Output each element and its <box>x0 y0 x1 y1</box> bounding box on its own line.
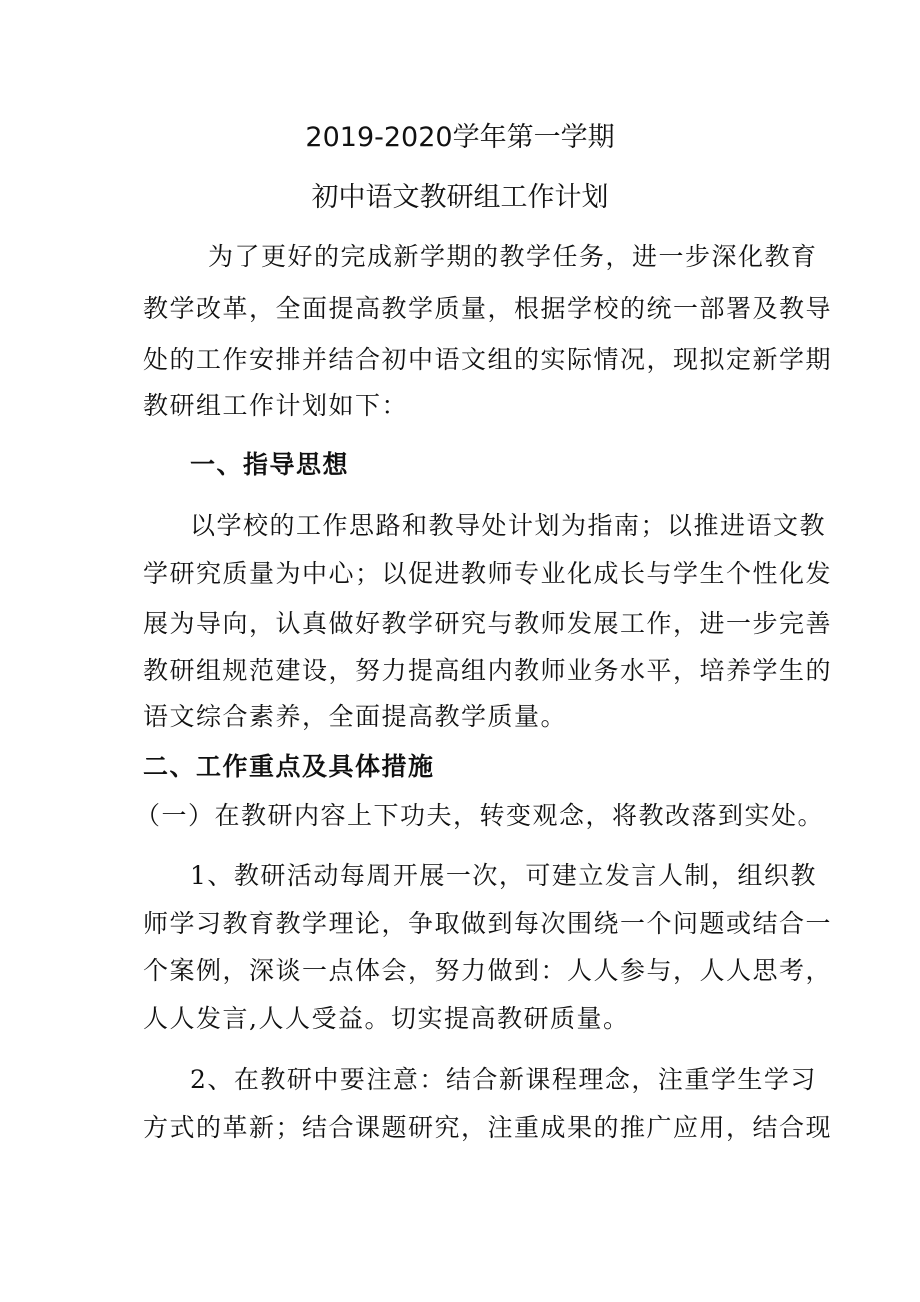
item2-line: 方式的革新；结合课题研究，注重成果的推广应用，结合现 <box>143 1113 833 1142</box>
item1-line: 师学习教育教学理论，争取做到每次围绕一个问题或结合一 <box>143 909 833 938</box>
title-semester: 2019-2020学年第一学期 <box>305 122 615 153</box>
section-heading-guiding-ideology: 一、指导思想 <box>190 450 350 479</box>
section1-line: 语文综合素养，全面提高教学质量。 <box>143 702 568 731</box>
intro-line: 教学改革，全面提高教学质量，根据学校的统一部署及教导 <box>143 294 833 323</box>
section1-line: 展为导向，认真做好教学研究与教师发展工作，进一步完善 <box>143 609 833 638</box>
section1-line: 教研组规范建设，努力提高组内教师业务水平，培养学生的 <box>143 656 833 685</box>
item1-line: 人人发言,人人受益。切实提高教研质量。 <box>143 1004 630 1033</box>
section1-line: 学研究质量为中心；以促进教师专业化成长与学生个性化发 <box>143 559 833 588</box>
item1-line: 1、教研活动每周开展一次，可建立发言人制，组织教 <box>190 861 817 890</box>
item1-line: 个案例，深谈一点体会，努力做到：人人参与，人人思考， <box>143 956 833 985</box>
section-heading-work-focus: 二、工作重点及具体措施 <box>143 752 435 781</box>
subsection-heading: （一）在教研内容上下功夫，转变观念，将教改落到实处。 <box>135 801 825 830</box>
item2-line: 2、在教研中要注意：结合新课程理念，注重学生学习 <box>190 1065 817 1094</box>
intro-line: 教研组工作计划如下： <box>143 391 409 420</box>
intro-line: 处的工作安排并结合初中语文组的实际情况，现拟定新学期 <box>143 345 833 374</box>
title-plan: 初中语文教研组工作计划 <box>311 182 609 213</box>
intro-line: 为了更好的完成新学期的教学任务，进一步深化教育 <box>208 242 818 271</box>
section1-line: 以学校的工作思路和教导处计划为指南；以推进语文教 <box>190 511 827 540</box>
